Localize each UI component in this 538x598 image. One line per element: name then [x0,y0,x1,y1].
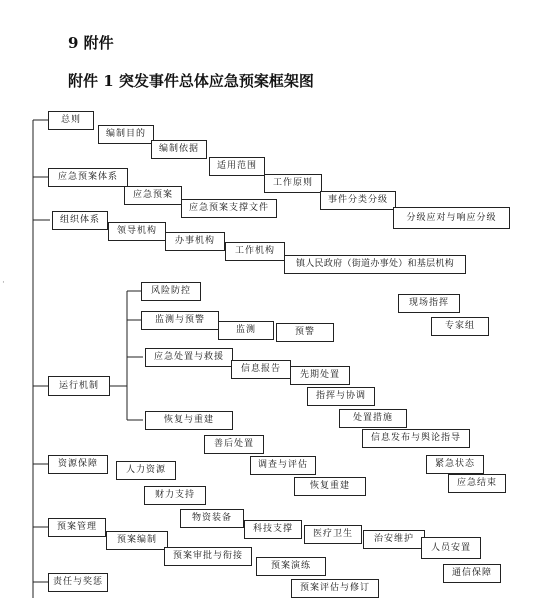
box-expert-group: 专家组 [431,317,489,336]
box-human-resources: 人力资源 [116,461,176,480]
box-plan-management: 预案管理 [48,518,106,537]
box-emergency-state: 紧急状态 [426,455,484,474]
box-rebuild: 恢复重建 [294,477,366,496]
box-onsite-command: 现场指挥 [398,294,460,313]
box-end-response: 应急结束 [448,474,506,493]
box-plan-review: 预案审批与衔接 [164,547,252,566]
box-plan-drill: 预案演练 [256,557,326,576]
box-monitoring-warning: 监测与预警 [141,311,219,330]
box-support-docs: 应急预案支撑文件 [181,199,277,218]
box-measures: 处置措施 [339,409,407,428]
appendix-heading: 9 附件 [68,34,114,52]
box-communication: 通信保障 [443,564,501,583]
box-plan: 应急预案 [124,186,182,205]
box-tech-support: 科技支撑 [244,520,302,539]
box-recovery: 恢复与重建 [145,411,233,430]
box-financial: 财力支持 [144,486,206,505]
box-materials: 物资装备 [180,509,244,528]
box-response-rescue: 应急处置与救援 [145,348,233,367]
box-resource-support: 资源保障 [48,455,108,474]
box-command-coordination: 指挥与协调 [307,387,375,406]
box-grassroots: 镇人民政府（街道办事处）和基层机构 [284,255,466,274]
box-info-report: 信息报告 [231,360,291,379]
box-prevention: 风险防控 [141,282,201,301]
box-aftermath: 善后处置 [204,435,264,454]
box-scope: 适用范围 [209,157,265,176]
box-graded-response: 分级应对与响应分级 [393,207,510,229]
box-info-release: 信息发布与舆论指导 [362,429,470,448]
box-plan-compilation: 预案编制 [106,531,168,550]
box-plan-evaluation: 预案评估与修订 [291,579,379,598]
box-purpose: 编制目的 [98,125,154,144]
box-principles: 工作原则 [264,174,322,193]
box-warning: 预警 [276,323,334,342]
box-classification: 事件分类分级 [320,191,396,210]
box-resettlement: 人员安置 [421,537,481,559]
box-monitoring: 监测 [218,321,274,340]
box-general: 总则 [48,111,94,130]
box-responsibility: 责任与奖惩 [48,573,108,592]
box-plan-system: 应急预案体系 [48,168,128,187]
box-assessment: 调查与评估 [250,456,316,475]
box-basis: 编制依据 [151,140,207,159]
box-organization: 组织体系 [52,211,108,230]
margin-mark: · [2,278,5,288]
box-operation: 运行机制 [48,376,110,396]
box-first-response: 先期处置 [290,366,350,385]
framework-title: 附件 1 突发事件总体应急预案框架图 [68,72,314,90]
box-public-security: 治安维护 [363,530,425,549]
box-leadership: 领导机构 [108,222,166,241]
box-working-body: 工作机构 [225,242,285,261]
box-office: 办事机构 [165,232,225,251]
box-medical: 医疗卫生 [304,525,362,544]
